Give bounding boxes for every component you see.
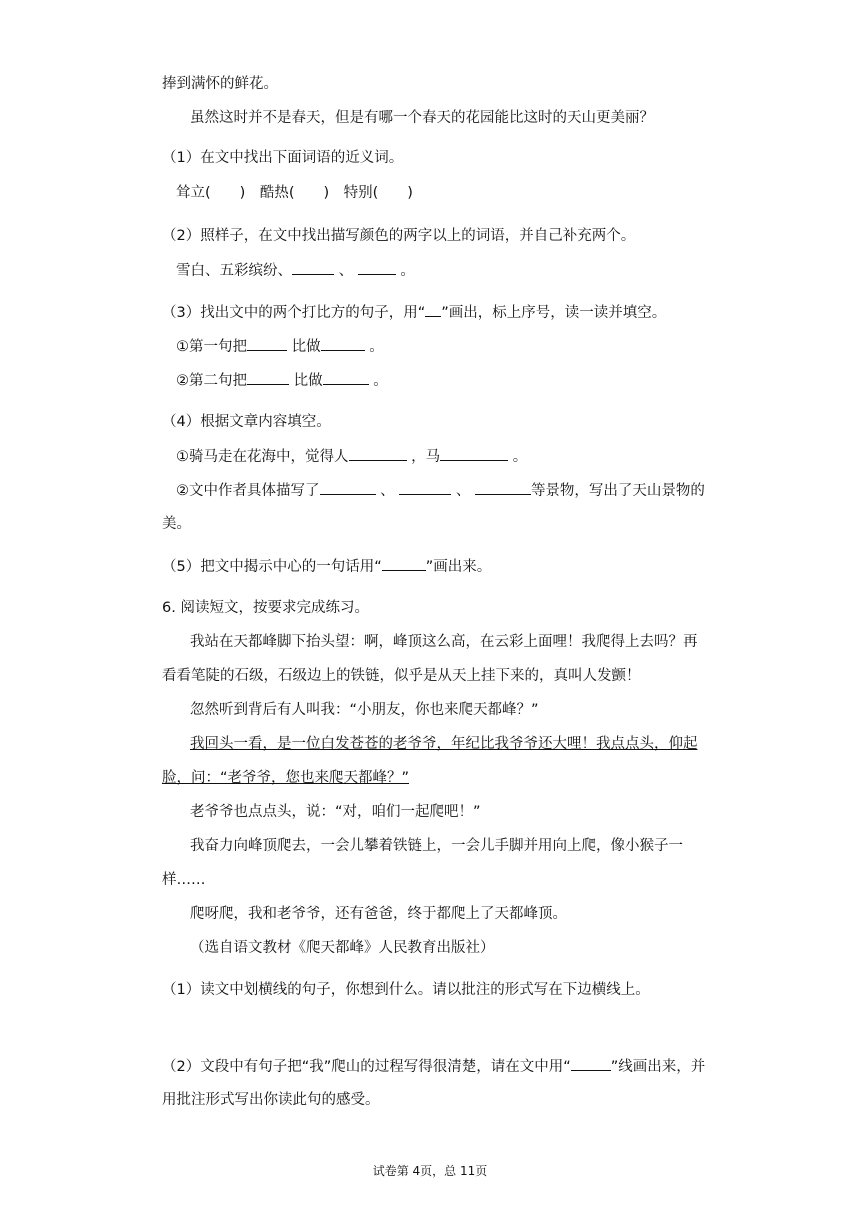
text-line: 美。 (162, 516, 191, 532)
passage-line: 我站在天都峰脚下抬头望：啊，峰顶这么高，在云彩上面哩！我爬得上去吗？再 (190, 634, 698, 650)
text-segment: 、 (455, 483, 471, 499)
text-segment: 。 (369, 339, 384, 355)
text-segment: 比做 (293, 373, 323, 389)
text-segment: （5）把文中揭示中心的一句话用“ (162, 559, 382, 575)
fill-line (176, 446, 527, 467)
answer-blank[interactable] (475, 480, 531, 495)
text-segment: 。 (512, 449, 528, 465)
page-footer: 试卷第 4页，总 11页 (372, 1164, 488, 1178)
question-prompt: 用批注形式写出你读此句的感受。 (162, 1092, 380, 1108)
text-segment: ①骑马走在花海中，觉得人 (176, 449, 349, 465)
question-prompt: （1）读文中划横线的句子，你想到什么。请以批注的形式写在下边横线上。 (162, 982, 650, 998)
text-segment: ①第一句把 (176, 339, 247, 355)
question-prompt: （1）在文中找出下面词语的近义词。 (162, 150, 404, 166)
answer-blank[interactable] (399, 480, 451, 495)
text-segment: ”线画出来，并 (610, 1059, 706, 1075)
text-segment: 、 (338, 263, 354, 279)
fill-line (176, 336, 384, 357)
underlined-sentence: 脸，问：“老爷爷，您也来爬天都峰？” (162, 770, 410, 786)
text-line: 虽然这时并不是春天，但是有哪一个春天的花园能比这时的天山更美丽？ (190, 110, 654, 126)
text-segment: ”画出来。 (425, 559, 492, 575)
text-segment: 。 (400, 263, 415, 279)
passage-line: 忽然听到背后有人叫我：“小朋友，你也来爬天都峰？” (190, 702, 539, 718)
answer-blank[interactable] (323, 370, 369, 385)
text-segment: ②第二句把 (176, 373, 247, 389)
answer-blank[interactable] (440, 446, 508, 461)
fill-line (176, 370, 388, 391)
passage-line: 老爷爷也点点头，说：“对，咱们一起爬吧！” (190, 804, 481, 820)
passage-line: 我奋力向峰顶爬去，一会儿攀着铁链上，一会儿手脚并用向上爬，像小猴子一 (190, 838, 683, 854)
answer-blank[interactable] (247, 336, 287, 351)
text-segment: （2）文段中有句子把“我”爬山的过程写得很清楚，请在文中用“ (162, 1059, 571, 1075)
text-segment: 雪白、五彩缤纷、 (176, 263, 292, 279)
text-segment: （3）找出文中的两个打比方的句子，用“ (162, 305, 426, 321)
question-prompt: （4）根据文章内容填空。 (162, 414, 331, 430)
passage-line: 样…… (162, 872, 206, 888)
text-segment: ②文中作者具体描写了 (176, 483, 320, 499)
answer-blank[interactable] (349, 446, 407, 461)
answer-blank[interactable] (358, 260, 396, 275)
fill-line (176, 480, 705, 501)
passage-line: 看看笔陡的石级，石级边上的铁链，似乎是从天上挂下来的，真叫人发颤！ (162, 668, 641, 684)
fill-line (176, 260, 415, 281)
word-list: 耸立( ) 酷热( ) 特别( ) (176, 185, 413, 201)
question-prompt (162, 1056, 705, 1077)
text-segment: 。 (373, 373, 388, 389)
passage-line: 爬呀爬，我和老爷爷，还有爸爸，终于都爬上了天都峰顶。 (190, 906, 567, 922)
text-segment: 等景物，写出了天山景物的 (530, 483, 705, 499)
text-line: 捧到满怀的鲜花。 (162, 76, 278, 92)
question-prompt (162, 556, 491, 577)
text-segment: ”画出，标上序号，读一读并填空。 (441, 305, 667, 321)
answer-blank[interactable] (320, 480, 376, 495)
text-segment: ，马 (411, 449, 441, 465)
underline-sample (382, 556, 426, 571)
answer-blank[interactable] (321, 336, 365, 351)
answer-blank[interactable] (292, 260, 334, 275)
underline-sample (571, 1056, 611, 1071)
source-note: （选自语文教材《爬天都峰》人民教育出版社） (190, 940, 495, 956)
question-prompt (162, 302, 666, 323)
underline-sample (425, 302, 441, 317)
underlined-sentence: 我回头一看，是一位白发苍苍的老爷爷，年纪比我爷爷还大哩！我点点头，仰起 (190, 736, 698, 752)
question-prompt: （2）照样子，在文中找出描写颜色的两字以上的词语，并自己补充两个。 (162, 228, 636, 244)
section-title: 6. 阅读短文，按要求完成练习。 (162, 600, 369, 616)
text-segment: 比做 (291, 339, 321, 355)
text-segment: 、 (380, 483, 395, 499)
answer-blank[interactable] (247, 370, 289, 385)
